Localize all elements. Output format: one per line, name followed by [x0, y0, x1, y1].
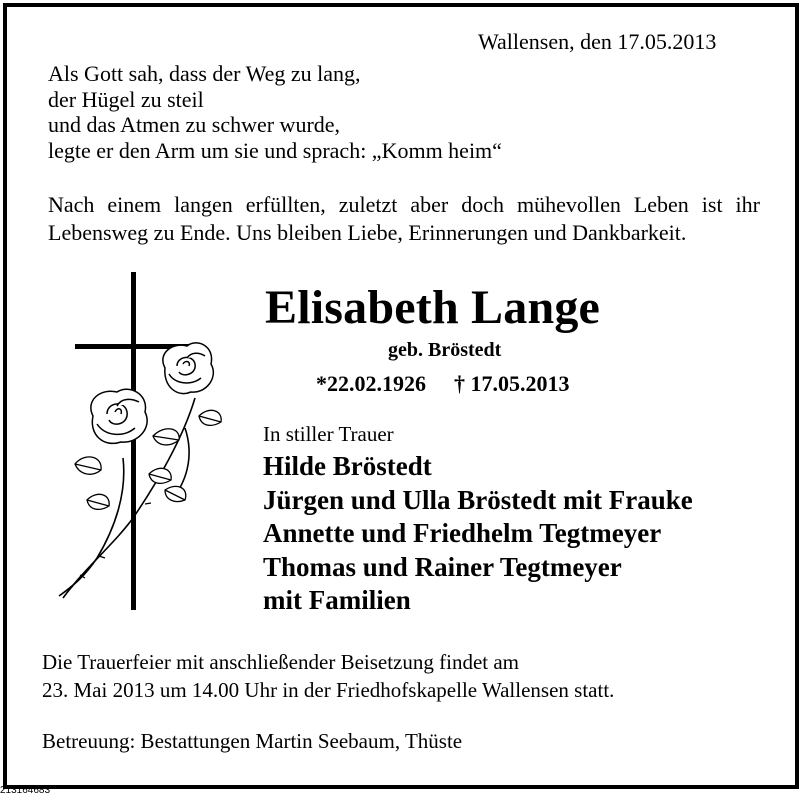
mourners-list [263, 450, 693, 618]
intro-line: Lebensweg zu Ende. Uns bleiben Liebe, Erinnerungen und Dankbarkeit. [48, 220, 687, 245]
poem-line: der Hügel zu steil [48, 86, 204, 112]
death-date: † 17.05.2013 [454, 371, 570, 396]
mourner-line: Hilde Bröstedt [263, 451, 432, 481]
cross-with-roses-icon [45, 268, 245, 613]
service-line: Die Trauerfeier mit anschließender Beisetzung findet am [42, 650, 520, 674]
mourner-line: mit Familien [263, 585, 411, 615]
poem-line: und das Atmen zu schwer wurde, [48, 112, 341, 137]
mourner-line: Annette und Friedhelm Tegtmeyer [263, 518, 662, 548]
deceased-name: Elisabeth Lange [265, 281, 601, 334]
poem-line: legte er den Arm um sie und sprach: „Komm heim“ [48, 137, 502, 163]
poem-line: Als Gott sah, dass der Weg zu lang, [48, 61, 361, 86]
mourner-line: Thomas und Rainer Tegtmeyer [263, 551, 622, 582]
service-line: 23. Mai 2013 um 14.00 Uhr in der Friedhofskapelle Wallensen statt. [42, 678, 615, 702]
birth-date: *22.02.1926 [316, 371, 426, 396]
poem [48, 61, 502, 163]
mourner-line: Jürgen und Ulla Bröstedt mit Frauke [263, 484, 693, 515]
ad-id: 213164683 [0, 785, 51, 796]
intro-line: Nach einem langen erfüllten, zuletzt aber doch mühevollen Leben ist ihr [48, 192, 760, 217]
funeral-home: Betreuung: Bestattungen Martin Seebaum, Thüste [42, 729, 463, 753]
life-dates [316, 373, 570, 395]
service-info [42, 648, 614, 704]
intro-text [48, 191, 760, 247]
place-date: Wallensen, den 17.05.2013 [478, 29, 717, 54]
maiden-name: geb. Bröstedt [388, 339, 502, 361]
mourning-label: In stiller Trauer [263, 422, 394, 446]
